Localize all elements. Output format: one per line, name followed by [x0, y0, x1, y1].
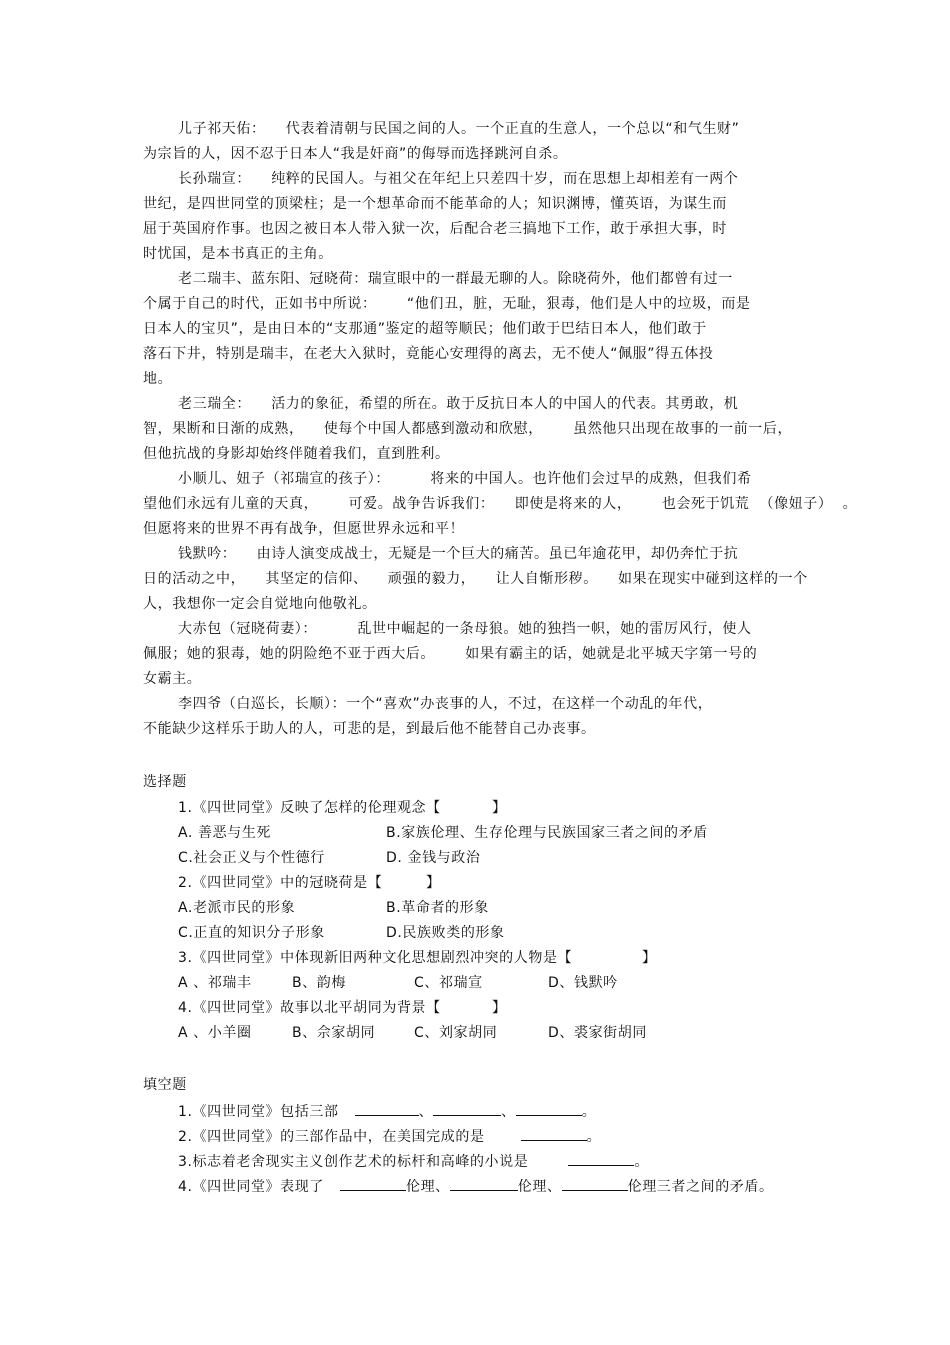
- question-1-option-b: B.家族伦理、生存伦理与民族国家三者之间的矛盾: [386, 825, 708, 841]
- passage-line: 个属于自己的时代，正如书中所说： “他们丑，脏，无耻，狠毒，他们是人中的垃圾，而是: [143, 296, 751, 312]
- ethics-word: 伦理三者之间的矛盾。: [627, 1179, 774, 1195]
- question-1-stem: 1.《四世同堂》反映了怎样的伦理观念【: [178, 800, 441, 816]
- answer-blank[interactable]: [340, 1178, 406, 1191]
- question-3-option-d: D、钱默吟: [548, 975, 618, 991]
- question-2-option-b: B.革命者的形象: [386, 900, 489, 916]
- answer-blank[interactable]: [568, 1153, 634, 1166]
- passage-line: 世纪，是四世同堂的顶梁柱；是一个想革命而不能革命的人；知识渊博，懂英语，为谋生而: [143, 196, 727, 212]
- sentence-end: 。: [634, 1154, 649, 1170]
- question-4-option-d: D、裘家街胡同: [548, 1025, 647, 1041]
- passage-line: 望他们永远有儿童的天真， 可爱。战争告诉我们： 即使是将来的人， 也会死于饥荒 （像妞子） 。: [143, 496, 858, 512]
- passage-line: 但愿将来的世界不再有战争，但愿世界永远和平！: [143, 521, 465, 537]
- fill-question-4-stem: 4.《四世同堂》表现了: [178, 1179, 324, 1195]
- answer-blank[interactable]: [450, 1178, 518, 1191]
- answer-blank[interactable]: [521, 1128, 587, 1141]
- question-2-bracket-close: 】: [426, 875, 441, 891]
- passage-line: 老三瑞全： 活力的象征，希望的所在。敢于反抗日本人的中国人的代表。其勇敢，机: [178, 396, 739, 412]
- question-1-option-a: A. 善恶与生死: [178, 825, 272, 841]
- answer-blank[interactable]: [355, 1103, 419, 1116]
- passage-line: 为宗旨的人，因不忍于日本人“我是奸商”的侮辱而选择跳河自杀。: [143, 146, 568, 162]
- question-1-option-c: C.社会正义与个性德行: [178, 850, 325, 866]
- separator: 、: [418, 1104, 434, 1120]
- passage-line: 智，果断和日渐的成熟， 使每个中国人都感到激动和欣慰， 虽然他只出现在故事的一前一后，: [143, 421, 793, 437]
- passage-line: 人，我想你一定会自觉地向他敬礼。: [143, 596, 377, 612]
- passage-line: 儿子祁天佑： 代表着清朝与民国之间的人。一个正直的生意人，一个总以“和气生财”: [178, 121, 740, 137]
- answer-blank[interactable]: [433, 1103, 501, 1116]
- passage-line: 不能缺少这样乐于助人的人，可悲的是，到最后他不能替自己办丧事。: [143, 721, 596, 737]
- question-4-stem: 4.《四世同堂》故事以北平胡同为背景【: [178, 1000, 441, 1016]
- question-4-option-a: A 、小羊圈: [178, 1025, 252, 1041]
- question-2-option-d: D.民族败类的形象: [386, 925, 505, 941]
- question-4-option-b: B、佘家胡同: [292, 1025, 376, 1041]
- ethics-word: 伦理、: [405, 1179, 450, 1195]
- fill-question-3: [178, 1153, 649, 1170]
- passage-line: 长孙瑞宣： 纯粹的民国人。与祖父在年纪上只差四十岁，而在思想上却相差有一两个: [178, 171, 739, 187]
- passage-line: 日的活动之中， 其坚定的信仰、 顽强的毅力， 让人自惭形秽。 如果在现实中碰到这样的一个: [143, 571, 808, 587]
- fill-question-1-stem: 1.《四世同堂》包括三部: [178, 1104, 339, 1120]
- question-4-option-c: C、刘家胡同: [414, 1025, 498, 1041]
- passage-line: 屈于英国府作事。也因之被日本人带入狱一次，后配合老三搞地下工作，敢于承担大事，时: [143, 221, 727, 237]
- passage-line: 日本人的宝贝”，是由日本的“支那通”鉴定的超等顺民；他们敢于巴结日本人，他们敢于: [143, 321, 707, 337]
- question-3-option-c: C、祁瑞宣: [414, 975, 483, 991]
- passage-line: 佩服；她的狠毒，她的阴险绝不亚于西大后。 如果有霸主的话，她就是北平城天字第一号的: [143, 646, 758, 662]
- sentence-end: 。: [586, 1129, 602, 1145]
- answer-blank[interactable]: [562, 1178, 628, 1191]
- passage-line: 时忧国，是本书真正的主角。: [143, 246, 333, 262]
- fill-question-4: [178, 1178, 774, 1195]
- fill-heading: 填空题: [143, 1077, 187, 1093]
- fill-question-2-stem: 2.《四世同堂》的三部作品中，在美国完成的是: [178, 1129, 485, 1145]
- passage-line: 老二瑞丰、蓝东阳、冠晓荷：瑞宣眼中的一群最无聊的人。除晓荷外，他们都曾有过一: [178, 271, 733, 287]
- question-3-stem: 3.《四世同堂》中体现新旧两种文化思想剧烈冲突的人物是【: [178, 950, 573, 966]
- passage-line: 地。: [143, 371, 173, 387]
- passage-line: 落石下井，特别是瑞丰，在老大入狱时，竟能心安理得的离去，无不使人“佩服”得五体投: [143, 346, 714, 362]
- passage-line: 小顺儿、妞子（祁瑞宣的孩子）： 将来的中国人。也许他们会过早的成熟，但我们希: [178, 471, 752, 487]
- question-3-option-a: A 、祁瑞丰: [178, 975, 252, 991]
- passage-line: 钱默吟： 由诗人演变成战士，无疑是一个巨大的痛苦。虽已年逾花甲，却仍奔忙于抗: [178, 546, 739, 562]
- choice-heading: 选择题: [143, 774, 187, 790]
- passage-line: 但他抗战的身影却始终伴随着我们，直到胜利。: [143, 446, 450, 462]
- question-2-option-c: C.正直的知识分子形象: [178, 925, 325, 941]
- passage-line: 大赤包（冠晓荷妻）： 乱世中崛起的一条母狼。她的独挡一帜，她的雷厉风行，使人: [178, 621, 752, 637]
- separator: 、: [501, 1104, 516, 1120]
- fill-question-2: [178, 1128, 601, 1145]
- passage-line: 李四爷（白巡长，长顺）：一个“喜欢”办丧事的人，不过，在这样一个动乱的年代，: [178, 696, 713, 712]
- question-1-bracket-close: 】: [492, 800, 507, 816]
- question-1-option-d: D. 金钱与政治: [386, 850, 481, 866]
- sentence-end: 。: [581, 1104, 597, 1120]
- answer-blank[interactable]: [516, 1103, 582, 1116]
- question-4-bracket-close: 】: [492, 1000, 507, 1016]
- question-3-option-b: B、韵梅: [292, 975, 347, 991]
- ethics-word: 伦理、: [517, 1179, 562, 1195]
- fill-question-1: [178, 1103, 596, 1120]
- question-2-stem: 2.《四世同堂》中的冠晓荷是【: [178, 875, 383, 891]
- passage-line: 女霸主。: [143, 671, 202, 687]
- question-2-option-a: A.老派市民的形象: [178, 900, 296, 916]
- fill-question-3-stem: 3.标志着老舍现实主义创作艺术的标杆和高峰的小说是: [178, 1154, 529, 1170]
- question-3-bracket-close: 】: [642, 950, 657, 966]
